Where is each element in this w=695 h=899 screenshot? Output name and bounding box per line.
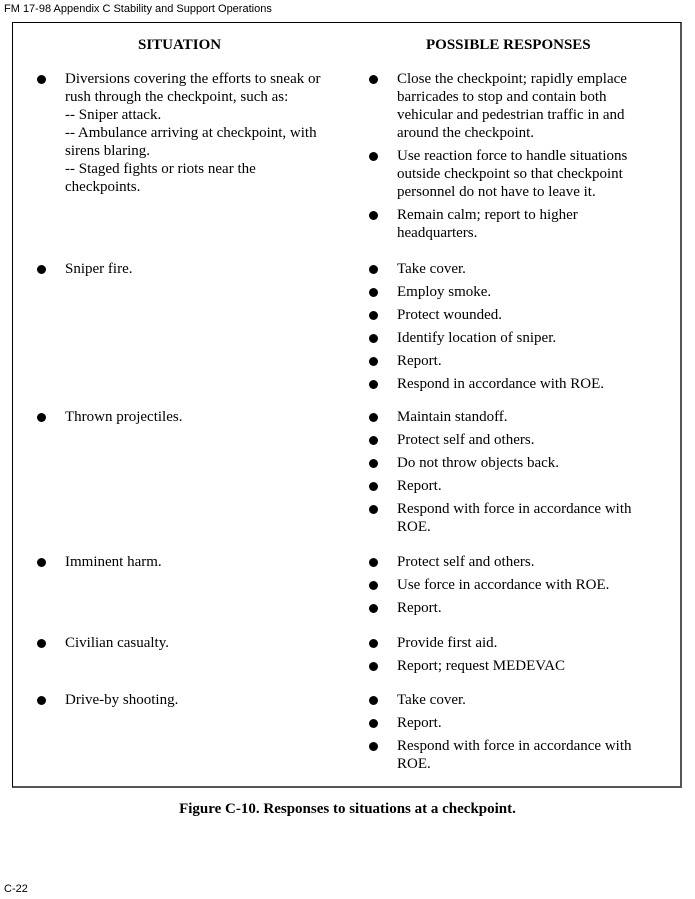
text-line: Report. (397, 478, 442, 494)
situation-item (37, 553, 337, 571)
bullet-icon (369, 505, 378, 514)
bullet-icon (369, 288, 378, 297)
bullet-icon (37, 639, 46, 648)
text-line: around the checkpoint. (397, 125, 535, 141)
text-line: ROE. (397, 519, 431, 535)
bullet-icon (369, 211, 378, 220)
response-item (369, 714, 659, 732)
response-item (369, 431, 659, 449)
bullet-icon (369, 581, 378, 590)
bullet-icon (369, 413, 378, 422)
bullet-icon (369, 482, 378, 491)
text-line: Remain calm; report to higher (397, 207, 578, 223)
text-line: Drive-by shooting. (65, 692, 179, 708)
situation-cell (37, 691, 337, 709)
bullet-icon (37, 696, 46, 705)
bullet-icon (369, 558, 378, 567)
text-line: Identify location of sniper. (397, 330, 557, 346)
responses-cell (369, 691, 659, 773)
situation-column-header: SITUATION (138, 37, 222, 53)
response-item (369, 70, 659, 142)
responses-cell (369, 260, 659, 393)
text-line: ROE. (397, 756, 431, 772)
bullet-icon (369, 152, 378, 161)
bullet-icon (369, 265, 378, 274)
responses-cell (369, 70, 659, 242)
situation-cell (37, 634, 337, 652)
text-line: -- Staged fights or riots near the (65, 161, 256, 177)
text-line: Use reaction force to handle situations (397, 148, 628, 164)
text-line: -- Ambulance arriving at checkpoint, with (65, 125, 317, 141)
text-line: Respond with force in accordance with (397, 501, 632, 517)
responses-cell (369, 634, 659, 675)
text-line: Protect self and others. (397, 432, 535, 448)
response-item (369, 375, 659, 393)
response-item (369, 657, 659, 675)
response-item (369, 147, 659, 201)
text-line: Protect self and others. (397, 554, 535, 570)
bullet-icon (369, 459, 378, 468)
text-line: outside checkpoint so that checkpoint (397, 166, 623, 182)
situation-item (37, 70, 337, 196)
situation-item (37, 408, 337, 426)
text-line: Civilian casualty. (65, 635, 170, 651)
text-line: Employ smoke. (397, 284, 492, 300)
bullet-icon (37, 265, 46, 274)
text-line: Do not throw objects back. (397, 455, 560, 471)
text-line: Take cover. (397, 261, 466, 277)
response-item (369, 454, 659, 472)
response-item (369, 634, 659, 652)
responses-cell (369, 553, 659, 617)
bullet-icon (369, 311, 378, 320)
response-item (369, 477, 659, 495)
bullet-icon (37, 413, 46, 422)
text-line: checkpoints. (65, 179, 141, 195)
bullet-icon (369, 719, 378, 728)
bullet-icon (369, 662, 378, 671)
response-item (369, 737, 659, 773)
responses-column-header: POSSIBLE RESPONSES (426, 37, 591, 53)
response-item (369, 691, 659, 709)
running-head: FM 17-98 Appendix C Stability and Support Operations (4, 3, 272, 15)
text-line: Protect wounded. (397, 307, 502, 323)
response-item (369, 206, 659, 242)
situation-cell (37, 553, 337, 571)
bullet-icon (369, 357, 378, 366)
bullet-icon (369, 696, 378, 705)
response-item (369, 260, 659, 278)
text-line: Respond with force in accordance with (397, 738, 632, 754)
text-line: Report; request MEDEVAC (397, 658, 566, 674)
text-line: personnel do not have to leave it. (397, 184, 596, 200)
text-line: Close the checkpoint; rapidly emplace (397, 71, 627, 87)
text-line: headquarters. (397, 225, 478, 241)
response-item (369, 408, 659, 426)
situation-item (37, 691, 337, 709)
response-item (369, 576, 659, 594)
text-line: Report. (397, 600, 442, 616)
bullet-icon (369, 380, 378, 389)
response-item (369, 500, 659, 536)
text-line: vehicular and pedestrian traffic in and (397, 107, 625, 123)
text-line: Take cover. (397, 692, 466, 708)
text-line: Sniper fire. (65, 261, 133, 277)
text-line: Thrown projectiles. (65, 409, 183, 425)
response-item (369, 306, 659, 324)
text-line: Diversions covering the efforts to sneak or (65, 71, 321, 87)
page-number: C-22 (4, 883, 28, 895)
situation-item (37, 634, 337, 652)
situation-item (37, 260, 337, 278)
response-item (369, 352, 659, 370)
bullet-icon (369, 604, 378, 613)
bullet-icon (369, 334, 378, 343)
text-line: Imminent harm. (65, 554, 162, 570)
situation-cell (37, 70, 337, 196)
text-line: sirens blaring. (65, 143, 150, 159)
situation-cell (37, 260, 337, 278)
text-line: Respond in accordance with ROE. (397, 376, 605, 392)
text-line: -- Sniper attack. (65, 107, 162, 123)
responses-cell (369, 408, 659, 536)
response-item (369, 553, 659, 571)
situation-cell (37, 408, 337, 426)
response-item (369, 283, 659, 301)
text-line: Report. (397, 715, 442, 731)
bullet-icon (37, 558, 46, 567)
bullet-icon (37, 75, 46, 84)
response-item (369, 599, 659, 617)
text-line: barricades to stop and contain both (397, 89, 607, 105)
bullet-icon (369, 742, 378, 751)
text-line: Provide first aid. (397, 635, 498, 651)
text-line: Use force in accordance with ROE. (397, 577, 610, 593)
bullet-icon (369, 75, 378, 84)
bullet-icon (369, 639, 378, 648)
text-line: Report. (397, 353, 442, 369)
text-line: Maintain standoff. (397, 409, 508, 425)
figure-caption: Figure C-10. Responses to situations at a checkpoint. (179, 801, 516, 817)
bullet-icon (369, 436, 378, 445)
response-item (369, 329, 659, 347)
text-line: rush through the checkpoint, such as: (65, 89, 289, 105)
